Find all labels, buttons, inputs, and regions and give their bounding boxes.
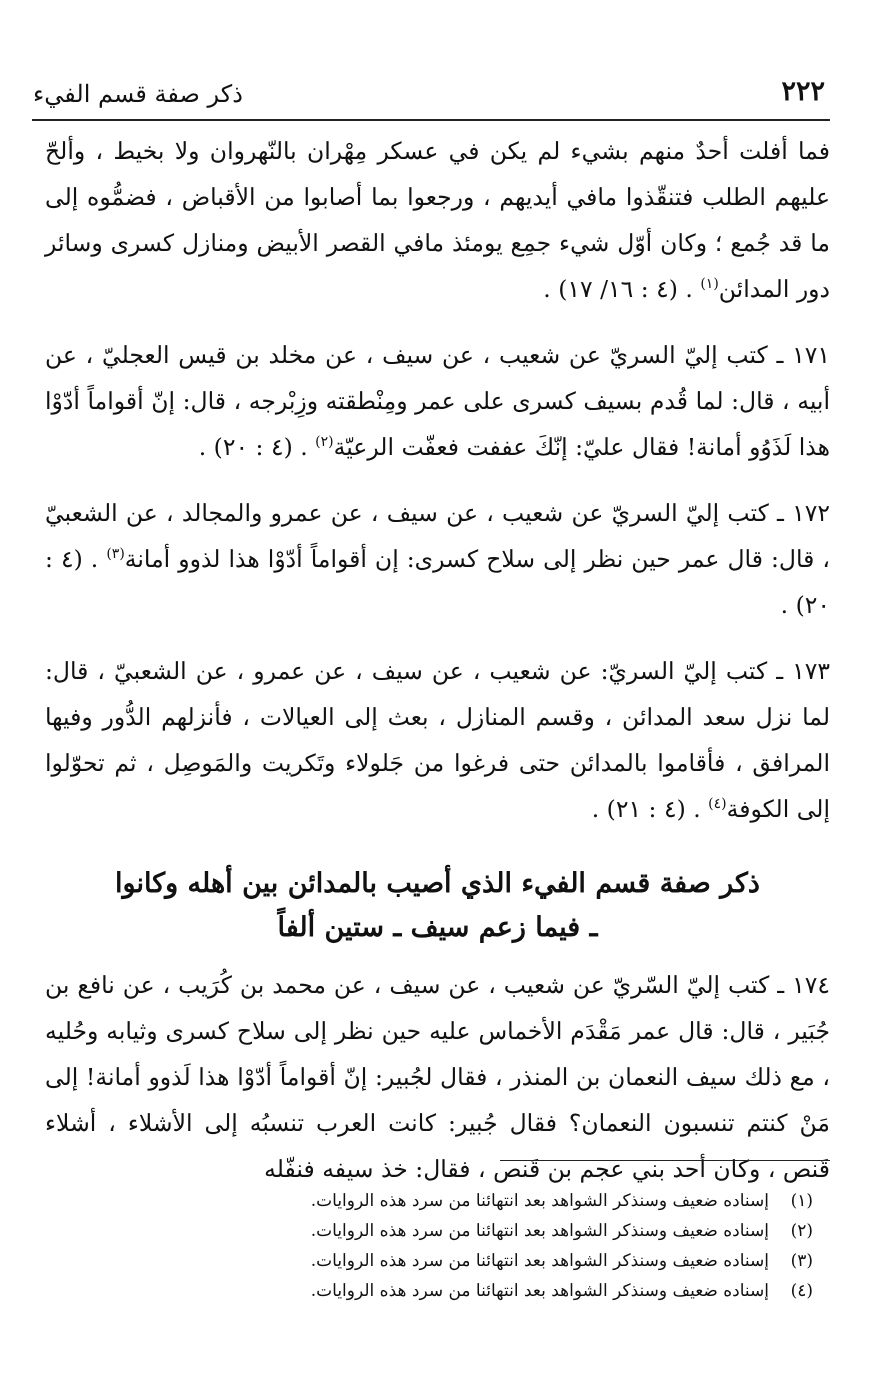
footnotes [311,1186,813,1306]
paragraph-173: ١٧٣ ـ كتب إليّ السريّ: عن شعيب ، عن سيف ، عن عمرو ، عن الشعبيّ ، قال: لما نزل سعد المدائن ، وقسم المنازل ، بعث إلى العيالات ، فأنزلهم الدُّور وفيها المرافق ، فأقاموا بالمدائن حتى فرغوا من جَلولاء وتَكريت والمَوصِل ، ثم تحوّلوا إلى الكوفة$^{(٤)}$ . (٤ : ٢١) . [45,657,830,823]
running-title: ذكر صفة قسم الفيء [33,80,243,108]
paragraph-172: ١٧٢ ـ كتب إليّ السريّ عن شعيب ، عن سيف ، عن عمرو والمجالد ، عن الشعبيّ ، قال: قال عمر حين نظر إلى سلاح كسرى: إن أقواماً أدّوْا هذا لذوو أمانة$^{(٣)}$ . (٤ : ٢٠) . [45,499,831,619]
footnote-ref-2: (٢) [315,434,334,451]
footnote-1: (١) إسناده ضعيف وسنذكر الشواهد بعد انتهائنا من سرد هذه الروايات. [310,1191,813,1211]
footnote-3: (٣) إسناده ضعيف وسنذكر الشواهد بعد انتهائنا من سرد هذه الروايات. [310,1251,813,1271]
main-text [45,128,830,1212]
footnote-ref-4: (٤) [708,796,727,813]
footnote-ref-1: (١) [700,276,719,293]
paragraph-171: ١٧١ ـ كتب إليّ السريّ عن شعيب ، عن سيف ، عن مخلد بن قيس العجليّ ، عن أبيه ، قال: لما قُدم بسيف كسرى على عمر ومِنْطقته وزِبْرجه ، قال: إنّ أقواماً أدّوْا هذا لَذَوُو أمانة! فقال عليّ: إنّكَ عففت فعفّت الرعيّة$^{(٢)}$ . (٤ : ٢٠) . [45,341,830,461]
paragraph-1: فما أفلت أحدٌ منهم بشيء لم يكن في عسكر مِهْران بالنّهروان ولا بخيط ، وألحّ عليهم الطلب فتنقّذوا مافي أيديهم ، ورجعوا بما أصابوا من الأقباض ، فضمُّوه إلى ما قد جُمع ؛ وكان أوّل شيء جمِع يومئذ مافي القصر الأبيض ومنازل كسرى وسائر دور المدائن$^{(١)}$ . (٤ : ١٦/ ١٧) . [45,137,830,303]
section-heading-line-1: ذكر صفة قسم الفيء الذي أصيب بالمدائن بين أهله وكانوا [115,868,760,899]
footnote-rule [500,1160,830,1161]
footnote-ref-3: (٣) [106,546,125,563]
footnote-2: (٢) إسناده ضعيف وسنذكر الشواهد بعد انتهائنا من سرد هذه الروايات. [310,1221,813,1241]
section-heading [45,862,830,950]
page-number: ٢٢٢ [781,76,825,107]
header-rule [32,119,830,121]
paragraph-174: ١٧٤ ـ كتب إليّ السّريّ عن شعيب ، عن سيف ، عن محمد بن كُرَيب ، عن نافع بن جُبَير ، قال: قال عمر مَقْدَم الأخماس عليه حين نظر إلى سلاح كسرى وثيابه وحُليه ، مع ذلك سيف النعمان بن المنذر ، فقال لجُبير: إنّ أقواماً أدّوْا هذا لَذوو أمانة! إلى مَنْ كنتم تنسبون النعمان؟ فقال جُبير: كانت العرب تنسبُه إلى الأشلاء ، أشلاء قَنص ، وكان أحد بني عجم بن قَنص ، فقال: خذ سيفه فنفّله [45,971,830,1183]
section-heading-line-2: ـ فيما زعم سيف ـ ستين ألفاً [277,912,598,943]
footnote-4: (٤) إسناده ضعيف وسنذكر الشواهد بعد انتهائنا من سرد هذه الروايات. [310,1281,813,1301]
